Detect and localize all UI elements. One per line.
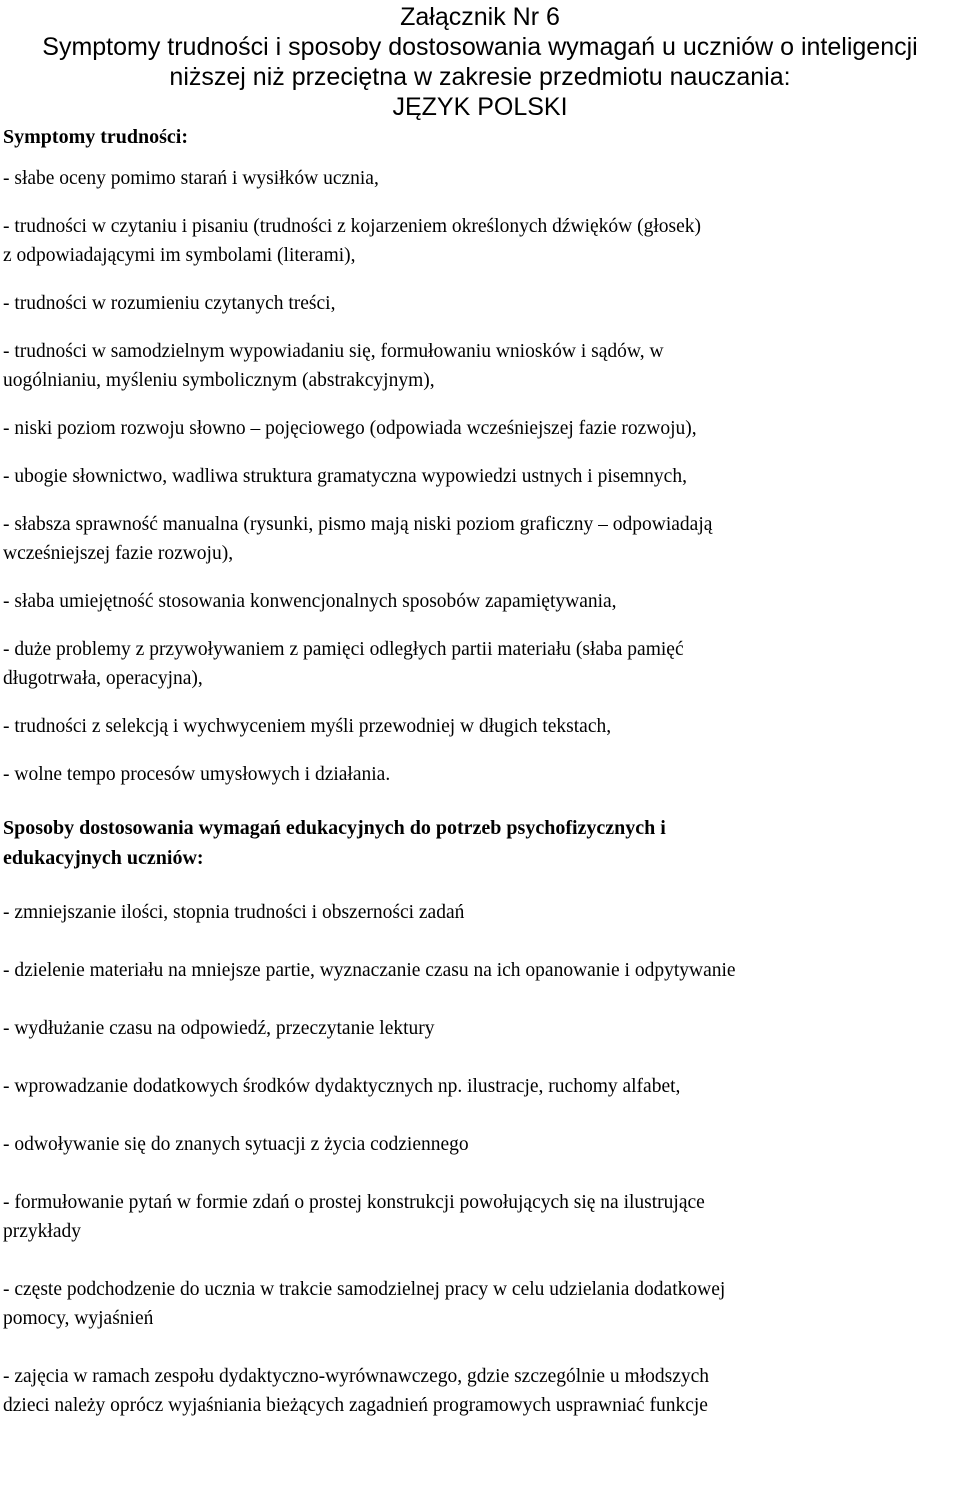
symptom-item-text: długotrwała, operacyjna),: [3, 668, 203, 689]
adaptation-item-text: - wydłużanie czasu na odpowiedź, przeczytanie lektury: [3, 1018, 435, 1039]
adaptation-item-text: - zajęcia w ramach zespołu dydaktyczno-wyrównawczego, gdzie szczególnie u młodszych: [3, 1366, 710, 1387]
adaptation-item-text: przykłady: [3, 1221, 81, 1242]
adaptations-section-title-line-2: edukacyjnych uczniów:: [3, 847, 204, 869]
adaptation-item-text: - dzielenie materiału na mniejsze partie, wyznaczanie czasu na ich opanowanie i odpytywanie: [3, 960, 736, 981]
adaptation-item: [0, 956, 960, 985]
symptom-item-text: - ubogie słownictwo, wadliwa struktura gramatyczna wypowiedzi ustnych i pisemnych,: [3, 466, 687, 487]
adaptation-item-text: dzieci należy oprócz wyjaśniania bieżących zagadnień programowych usprawniać funkcje: [3, 1395, 708, 1416]
subject-title: JĘZYK POLSKI: [392, 93, 568, 121]
symptom-item: [0, 337, 960, 395]
adaptation-item: [0, 1362, 960, 1420]
symptom-item-text: - duże problemy z przywoływaniem z pamięci odległych partii materiału (słaba pamięć: [3, 639, 684, 660]
symptom-item: [0, 587, 960, 616]
symptom-item-text: uogólnianiu, myśleniu symbolicznym (abstrakcyjnym),: [3, 370, 435, 391]
symptoms-list: [0, 164, 960, 789]
adaptation-item: [0, 1130, 960, 1159]
adaptations-section-title-line-1: Sposoby dostosowania wymagań edukacyjnych do potrzeb psychofizycznych i: [3, 817, 666, 839]
symptom-item-text: - trudności w czytaniu i pisaniu (trudności z kojarzeniem określonych dźwięków (głosek): [3, 216, 702, 237]
adaptation-item-text: - wprowadzanie dodatkowych środków dydaktycznych np. ilustracje, ruchomy alfabet,: [3, 1076, 681, 1097]
adaptation-item-text: - formułowanie pytań w formie zdań o prostej konstrukcji powołujących się na ilustrujące: [3, 1192, 705, 1213]
adaptations-list: [0, 898, 960, 1420]
symptom-item-text: - słabe oceny pomimo starań i wysiłków ucznia,: [3, 168, 379, 189]
adaptation-item: [0, 898, 960, 927]
document-title-line-2: niższej niż przeciętna w zakresie przedmiotu nauczania:: [169, 63, 791, 91]
symptom-item: [0, 164, 960, 193]
symptom-item-text: z odpowiadającymi im symbolami (literami),: [3, 245, 356, 266]
adaptation-item: [0, 1275, 960, 1333]
symptom-item-text: - trudności w rozumieniu czytanych treści,: [3, 293, 336, 314]
adaptation-item-text: - odwoływanie się do znanych sytuacji z życia codziennego: [3, 1134, 469, 1155]
symptom-item-text: - trudności w samodzielnym wypowiadaniu się, formułowaniu wniosków i sądów, w: [3, 341, 664, 362]
symptom-item: [0, 510, 960, 568]
symptom-item-text: - trudności z selekcją i wychwyceniem myśli przewodniej w długich tekstach,: [3, 716, 612, 737]
symptom-item: [0, 760, 960, 789]
adaptation-item-text: pomocy, wyjaśnień: [3, 1308, 154, 1329]
adaptation-item-text: - częste podchodzenie do ucznia w trakcie samodzielnej pracy w celu udzielania dodatkowej: [3, 1279, 726, 1300]
symptom-item: [0, 462, 960, 491]
document-title-line-1: Symptomy trudności i sposoby dostosowania wymagań u uczniów o inteligencji: [42, 33, 918, 61]
adaptation-item: [0, 1188, 960, 1246]
annex-label: Załącznik Nr 6: [400, 3, 560, 31]
symptoms-section-title: Symptomy trudności:: [3, 126, 189, 148]
adaptation-item: [0, 1072, 960, 1101]
symptom-item-text: - słabsza sprawność manualna (rysunki, pismo mają niski poziom graficzny – odpowiadają: [3, 514, 713, 535]
symptom-item-text: wcześniejszej fazie rozwoju),: [3, 543, 234, 564]
symptom-item-text: - wolne tempo procesów umysłowych i działania.: [3, 764, 391, 785]
symptom-item-text: - słaba umiejętność stosowania konwencjonalnych sposobów zapamiętywania,: [3, 591, 617, 612]
symptom-item: [0, 414, 960, 443]
symptom-item: [0, 712, 960, 741]
symptom-item: [0, 289, 960, 318]
symptom-item: [0, 635, 960, 693]
adaptation-item-text: - zmniejszanie ilości, stopnia trudności i obszerności zadań: [3, 902, 465, 923]
symptom-item: [0, 212, 960, 270]
symptom-item-text: - niski poziom rozwoju słowno – pojęciowego (odpowiada wcześniejszej fazie rozwoju),: [3, 418, 697, 439]
adaptation-item: [0, 1014, 960, 1043]
